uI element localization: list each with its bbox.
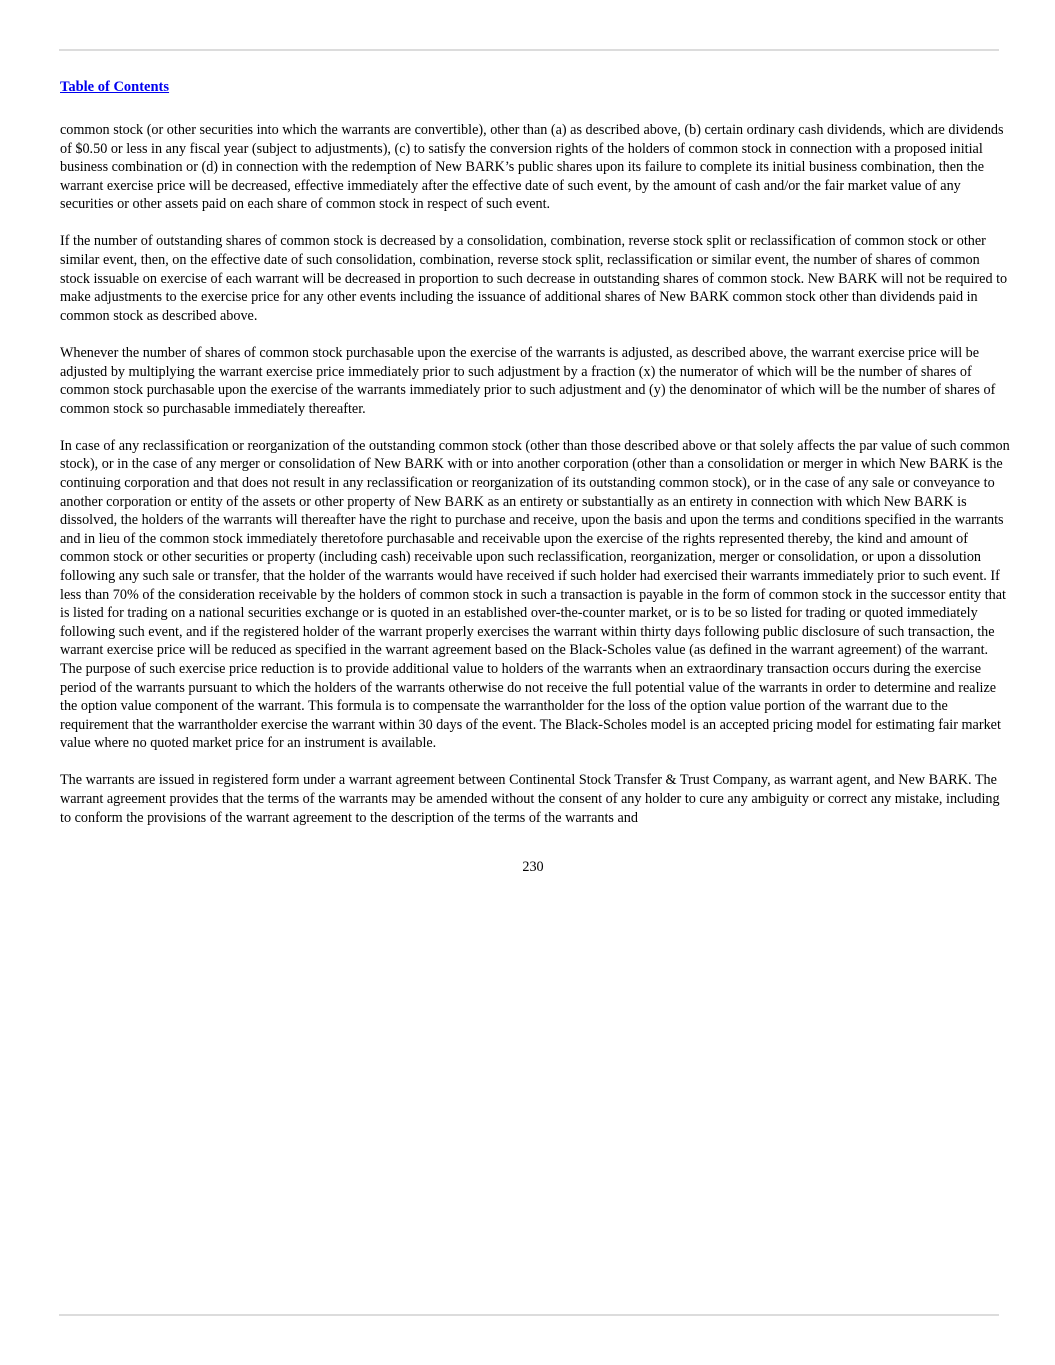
paragraph-warrant-agreement: The warrants are issued in registered form under a warrant agreement between Continental Stock Transfer & Trust Company, as warrant agent, and New BARK. The warrant agreement provides that the terms of the warrants may be amended without the consent of any holder to cure any ambiguity or correct any mistake, including to conform the provisions of the warrant agreement to the description of the terms of the warrants and [60, 772, 1000, 826]
table-of-contents-link[interactable]: Table of Contents [60, 79, 170, 95]
page-number: 230 [522, 859, 544, 875]
document-body [60, 121, 1010, 846]
bottom-divider [59, 1314, 999, 1316]
paragraph-exercise-price-adjustment: Whenever the number of shares of common stock purchasable upon the exercise of the warrants is adjusted, as described above, the warrant exercise price will be adjusted by multiplying the warrant exercise price immediately prior to such adjustment by a fraction (x) the numerator of which will be the number of shares of common stock purchasable upon the exercise of the warrants immediately prior to such adjustment and (y) the denominator of which will be the number of shares of common stock so purchasable immediately thereafter. [60, 344, 996, 417]
paragraph-warrant-price-decrease: common stock (or other securities into which the warrants are convertible), other than (a) as described above, (b) certain ordinary cash dividends, which are dividends of $0.50 or less in any fiscal year (subject to adjustments), (c) to satisfy the conversion rights of the holders of common stock in connection with a proposed initial business combination or (d) in connection with the redemption of New BARK’s public shares upon its failure to complete its initial business combination, then the warrant exercise price will be decreased, effective immediately after the effective date of such event, by the amount of cash and/or the fair market value of any securities or other assets paid on each share of common stock in respect of such event. [60, 122, 1004, 213]
paragraph-reclassification-reorganization: In case of any reclassification or reorganization of the outstanding common stock (other than those described above or that solely affects the par value of such common stock), or in the case of any merger or consolidation of New BARK with or into another corporation (other than a consolidation or merger in which New BARK is the continuing corporation and that does not result in any reclassification or reorganization of its outstanding common stock), or in the case of any sale or conveyance to another corporation or entity of the assets or other property of New BARK as an entirety or substantially as an entirety in connection with which New BARK is dissolved, the holders of the warrants will thereafter have the right to purchase and receive, upon the basis and upon the terms and conditions specified in the warrants and in lieu of the common stock immediately theretofore purchasable and receivable upon the exercise of the rights represented thereby, the kind and amount of common stock or other securities or property (including cash) receivable upon such reclassification, reorganization, merger or consolidation, or upon a dissolution following any such sale or transfer, that the holder of the warrants would have received if such holder had exercised their warrants immediately prior to such event. If less than 70% of the consideration receivable by the holders of common stock in such a transaction is payable in the form of common stock in the successor entity that is listed for trading on a national securities exchange or is quoted in an established over-the-counter market, or is to be so listed for trading or quoted immediately following such event, and if the registered holder of the warrant properly exercises the warrant within thirty days following public disclosure of such transaction, the warrant exercise price will be reduced as specified in the warrant agreement based on the Black-Scholes value (as defined in the warrant agreement) of the warrant. The purpose of such exercise price reduction is to provide additional value to holders of the warrants when an extraordinary transaction occurs during the exercise period of the warrants pursuant to which the holders of the warrants otherwise do not receive the full potential value of the warrants in order to determine and realize the option value component of the warrant. This formula is to compensate the warrantholder for the loss of the option value portion of the warrant due to the requirement that the warrantholder exercise the warrant within 30 days of the event. The Black-Scholes model is an accepted pricing model for estimating fair market value where no quoted market price for an instrument is available. [60, 437, 1010, 752]
paragraph-share-consolidation: If the number of outstanding shares of common stock is decreased by a consolidation, combination, reverse stock split or reclassification of common stock or other similar event, then, on the effective date of such consolidation, combination, reverse stock split, reclassification or similar event, the number of shares of common stock issuable on exercise of each warrant will be decreased in proportion to such decrease in outstanding shares of common stock. New BARK will not be required to make adjustments to the exercise price for any other events including the issuance of additional shares of New BARK common stock other than dividends paid in common stock as described above. [60, 233, 1008, 324]
top-divider [59, 49, 999, 51]
